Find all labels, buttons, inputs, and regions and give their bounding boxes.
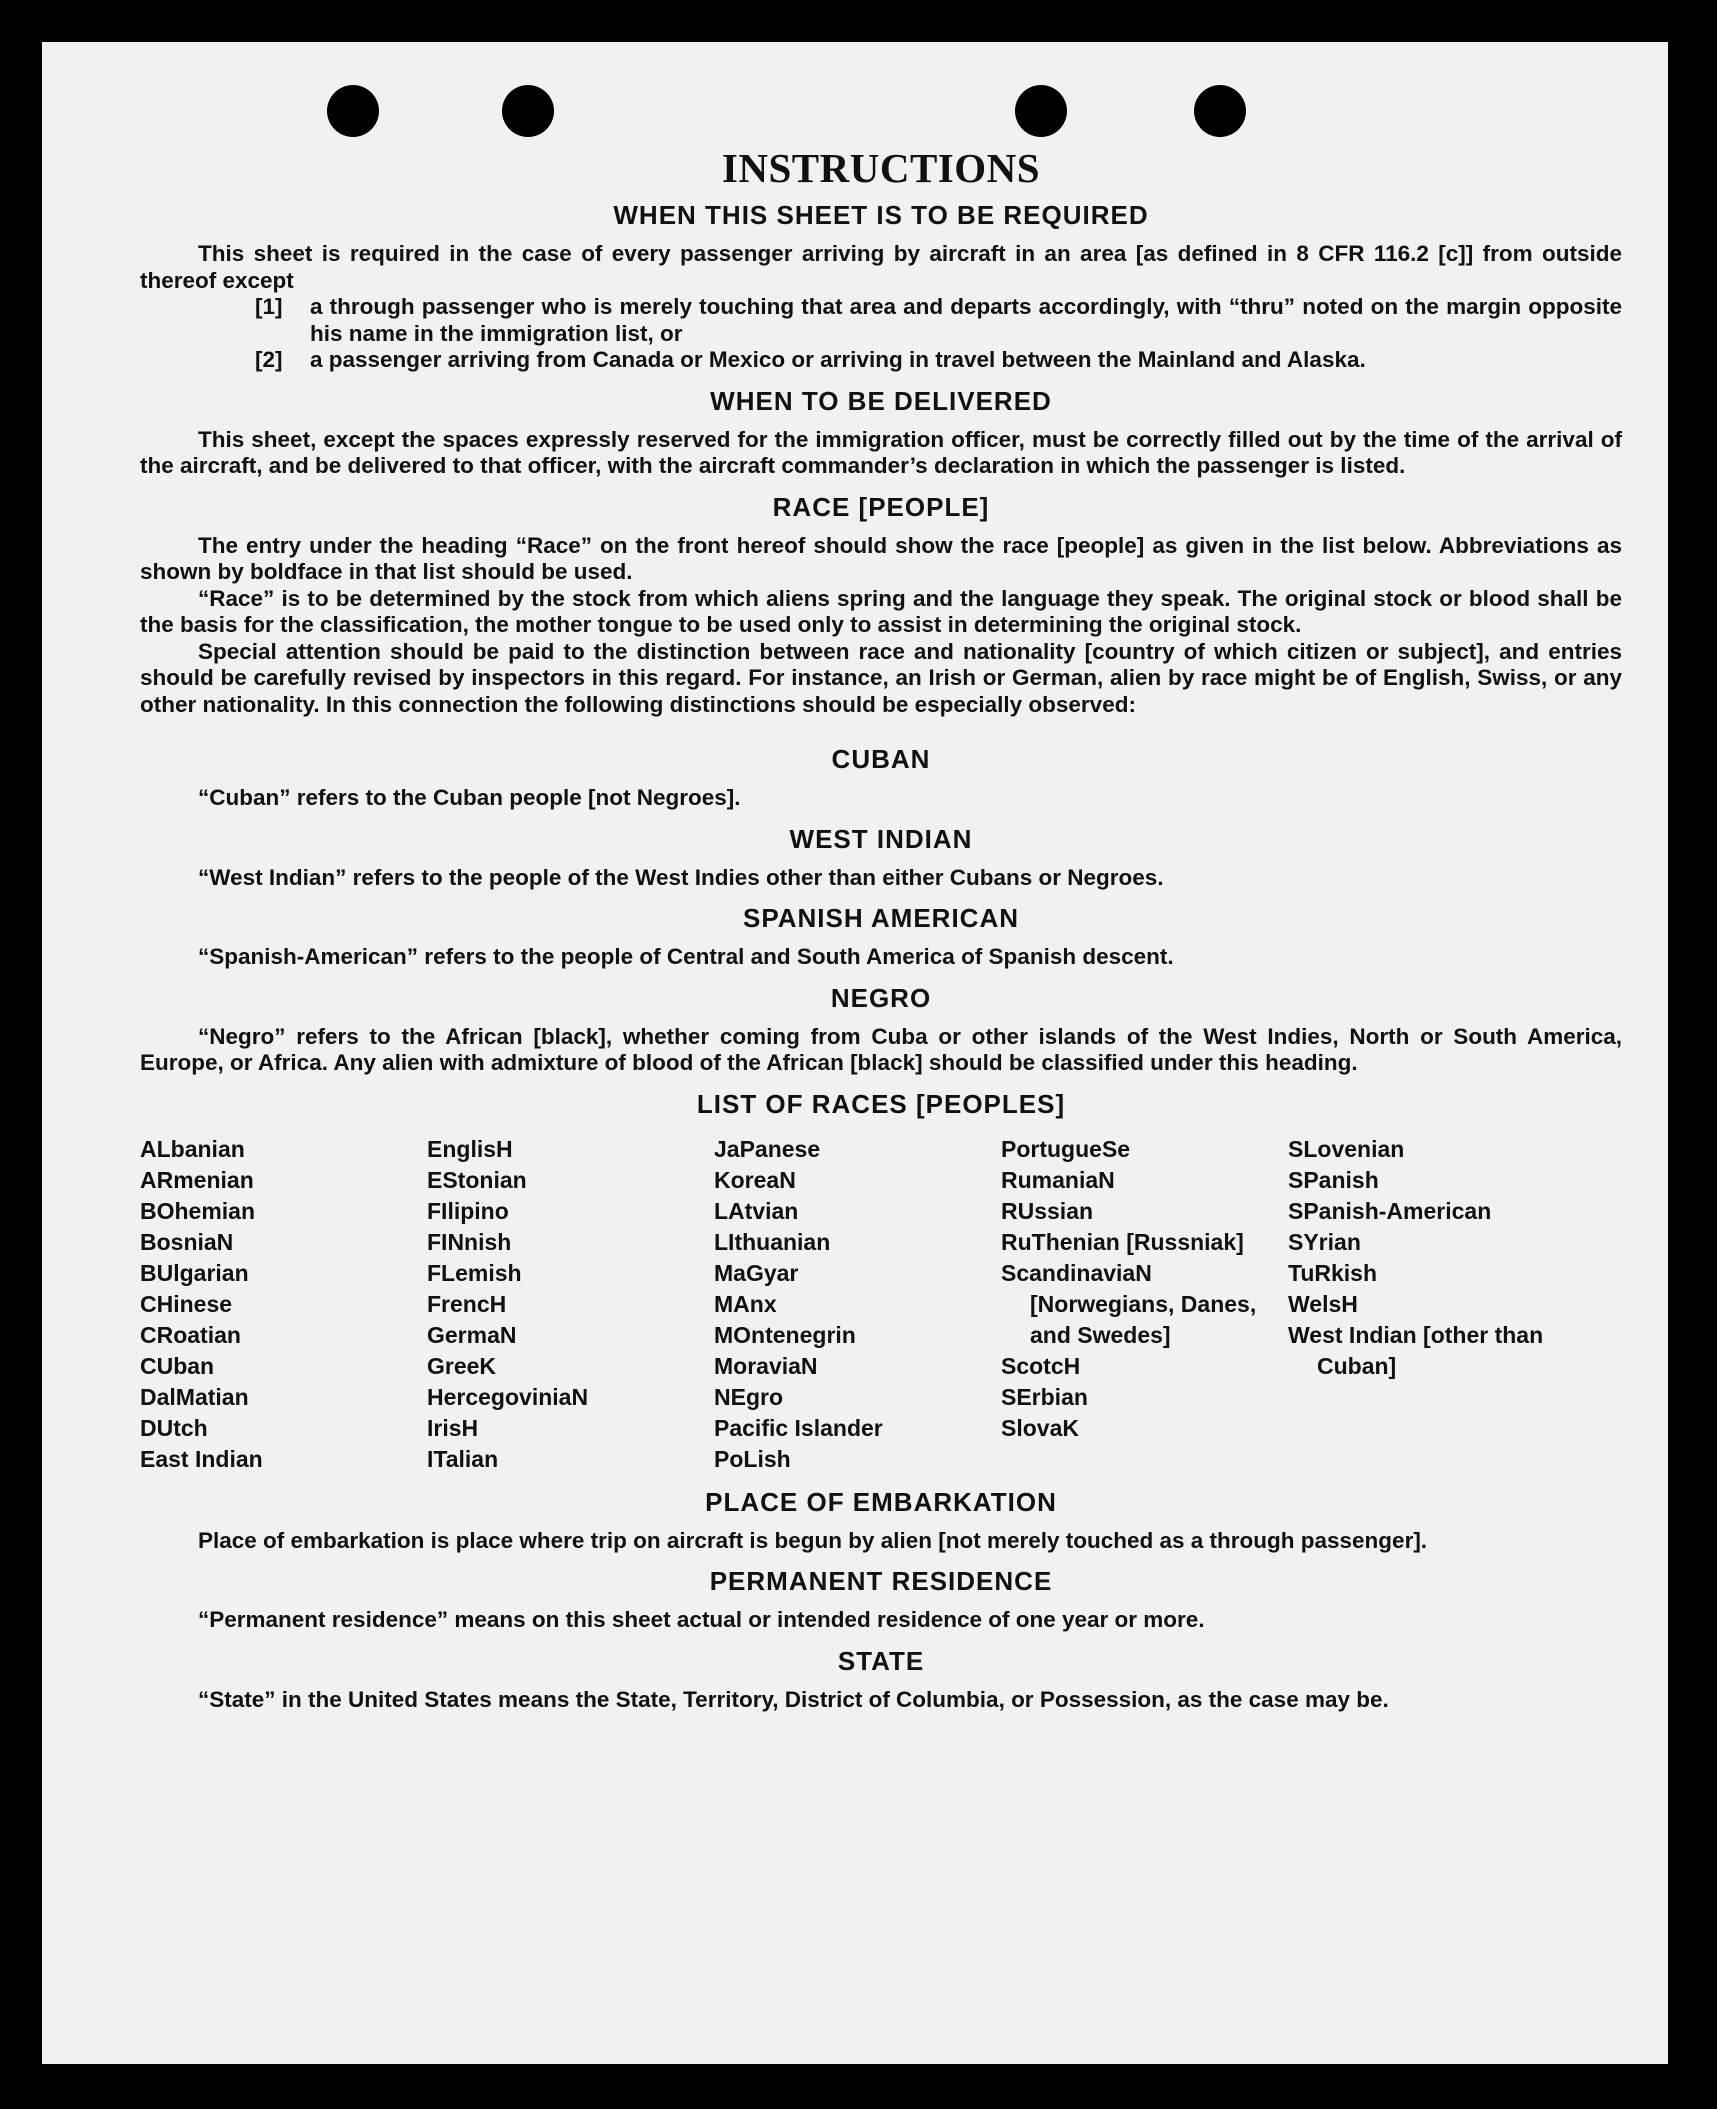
race-entry: JaPanese <box>714 1135 821 1162</box>
section-heading: PERMANENT RESIDENCE <box>709 1566 1053 1596</box>
paragraph: “Cuban” refers to the Cuban people [not Negroes]. <box>198 785 741 810</box>
race-column <box>427 1134 714 1475</box>
race-entry: MaGyar <box>714 1259 799 1286</box>
section-when-required <box>140 200 1622 374</box>
section-when-delivered <box>140 386 1622 480</box>
item-number: [1] <box>255 294 283 319</box>
race-entry: TuRkish <box>1288 1259 1378 1286</box>
race-entry: MAnx <box>714 1290 777 1317</box>
race-column <box>1288 1134 1575 1475</box>
race-entry: BosniaN <box>140 1228 234 1255</box>
race-column <box>714 1134 1001 1475</box>
item-text: a passenger arriving from Canada or Mexico or arriving in travel between the Mainland and Alaska. <box>310 347 1366 372</box>
race-entry: FIlipino <box>427 1197 509 1224</box>
race-entry: East Indian <box>140 1445 263 1472</box>
race-entry: GermaN <box>427 1321 517 1348</box>
section-cuban <box>140 744 1622 812</box>
section-heading: WHEN THIS SHEET IS TO BE REQUIRED <box>613 200 1149 230</box>
punch-hole <box>327 85 379 137</box>
race-entry: SYrian <box>1288 1228 1361 1255</box>
race-entry: GreeK <box>427 1352 497 1379</box>
race-entry: MOntenegrin <box>714 1321 856 1348</box>
race-entry: CRoatian <box>140 1321 241 1348</box>
race-entry: PoLish <box>714 1445 791 1472</box>
race-entry: CUban <box>140 1352 215 1379</box>
race-entry: FINnish <box>427 1228 512 1255</box>
section-race <box>140 492 1622 719</box>
paragraph: “Spanish-American” refers to the people of Central and South America of Spanish descent. <box>198 944 1174 969</box>
race-entry: RuThenian [Russniak] <box>1001 1228 1244 1255</box>
section-heading: CUBAN <box>831 744 931 774</box>
race-entry: SPanish <box>1288 1166 1379 1193</box>
paragraph: Place of embarkation is place where trip on aircraft is begun by alien [not merely touched as a through passenger]. <box>198 1527 1428 1553</box>
section-heading: WHEN TO BE DELIVERED <box>710 385 1052 416</box>
race-entry: ScandinaviaN [Norwegians, Danes, and Swedes] <box>1001 1259 1257 1348</box>
race-entry: DUtch <box>140 1414 208 1441</box>
race-entry: MoraviaN <box>714 1352 818 1379</box>
race-entry: FrencH <box>427 1290 507 1317</box>
race-entry: NEgro <box>714 1383 783 1410</box>
race-entry: ARmenian <box>140 1166 254 1193</box>
race-entry: LIthuanian <box>714 1228 831 1255</box>
punch-hole <box>1015 85 1067 137</box>
section-heading: RACE [PEOPLE] <box>772 491 990 522</box>
race-entry: SPanish-American <box>1288 1197 1492 1224</box>
section-west-indian <box>140 824 1622 892</box>
race-entry: West Indian [other than Cuban] <box>1288 1321 1544 1379</box>
race-column <box>1001 1134 1288 1475</box>
section-heading: STATE <box>837 1645 925 1676</box>
race-entry: PortugueSe <box>1001 1135 1131 1162</box>
section-heading: NEGRO <box>830 982 932 1013</box>
race-column <box>140 1134 427 1475</box>
race-entry: HercegoviniaN <box>427 1383 589 1410</box>
section-negro <box>140 983 1622 1077</box>
race-entry: ALbanian <box>140 1135 245 1162</box>
race-entry: WelsH <box>1288 1290 1358 1317</box>
list-item <box>255 347 1622 374</box>
race-entry: SLovenian <box>1288 1135 1405 1162</box>
race-list <box>140 1134 1622 1475</box>
paragraph: Special attention should be paid to the distinction between race and nationality [country of which citizen or subject], and entries should be carefully revised by inspectors in this regard. For instance, an Irish or German, alien by race might be of English, Swiss, or any other nationality. In this connection the following distinctions should be especially observed: <box>140 638 1622 717</box>
paragraph: “State” in the United States means the State, Territory, District of Columbia, or Possession, as the case may be. <box>198 1686 1389 1712</box>
race-entry: BOhemian <box>140 1197 256 1224</box>
paragraph: The entry under the heading “Race” on the front hereof should show the race [people] as given in the list below. Abbreviations as shown by boldface in that list should be used. <box>140 532 1622 584</box>
section-spanish-american <box>140 903 1622 971</box>
race-entry: Pacific Islander <box>714 1414 883 1441</box>
list-item <box>255 294 1622 347</box>
paragraph: “Race” is to be determined by the stock from which aliens spring and the language they speak. The original stock or blood shall be the basis for the classification, the mother tongue to be used only to assist in determining the original stock. <box>140 585 1622 637</box>
race-entry: KoreaN <box>714 1166 796 1193</box>
section-list-of-races <box>140 1089 1622 1475</box>
punch-hole <box>502 85 554 137</box>
section-heading: WEST INDIAN <box>789 823 973 854</box>
section-heading: PLACE OF EMBARKATION <box>705 1486 1057 1517</box>
race-entry: DalMatian <box>140 1383 249 1410</box>
paragraph: This sheet is required in the case of every passenger arriving by aircraft in an area [as defined in 8 CFR 116.2 [c]] from outside thereof except <box>140 241 1622 293</box>
race-entry: RumaniaN <box>1001 1166 1115 1193</box>
race-entry: IrisH <box>427 1414 479 1441</box>
section-embarkation <box>140 1487 1622 1555</box>
race-entry: RUssian <box>1001 1197 1094 1224</box>
section-permanent-residence <box>140 1566 1622 1634</box>
race-entry: SErbian <box>1001 1383 1088 1410</box>
instructions-content <box>140 144 1622 1725</box>
section-heading: LIST OF RACES [PEOPLES] <box>696 1088 1066 1119</box>
paragraph: “Negro” refers to the African [black], whether coming from Cuba or other islands of the West Indies, North or South America, Europe, or Africa. Any alien with admixture of blood of the African [black] should be classified under this heading. <box>140 1023 1622 1075</box>
race-entry: ScotcH <box>1001 1352 1081 1379</box>
race-entry: LAtvian <box>714 1197 799 1224</box>
race-entry: EnglisH <box>427 1135 513 1162</box>
race-entry: FLemish <box>427 1259 522 1286</box>
paragraph: This sheet, except the spaces expressly reserved for the immigration officer, must be correctly filled out by the time of the arrival of the aircraft, and be delivered to that officer, with the aircraft commander’s declaration in which the passenger is listed. <box>140 426 1622 478</box>
punch-hole <box>1194 85 1246 137</box>
race-entry: CHinese <box>140 1290 233 1317</box>
page-title: INSTRUCTIONS <box>721 145 1041 191</box>
race-entry: SlovaK <box>1001 1414 1079 1441</box>
item-text: a through passenger who is merely touching that area and departs accordingly, with “thru” noted on the margin opposite his name in the immigration list, or <box>310 294 1622 346</box>
race-entry: ITalian <box>427 1445 499 1472</box>
item-number: [2] <box>255 347 283 372</box>
section-state <box>140 1646 1622 1714</box>
race-entry: EStonian <box>427 1166 527 1193</box>
paragraph: “Permanent residence” means on this sheet actual or intended residence of one year or more. <box>198 1607 1205 1632</box>
section-heading: SPANISH AMERICAN <box>742 903 1019 933</box>
race-entry: BUlgarian <box>140 1259 249 1286</box>
paragraph: “West Indian” refers to the people of the West Indies other than either Cubans or Negroes. <box>198 864 1164 890</box>
document-sheet <box>42 42 1668 2064</box>
